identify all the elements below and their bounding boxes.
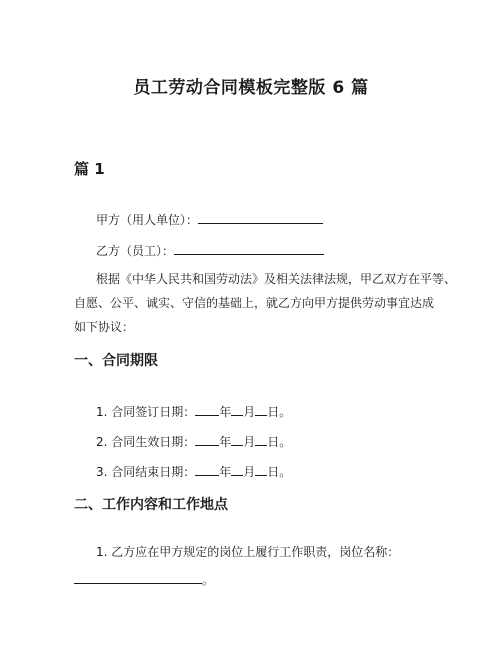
year-label: 年 — [219, 435, 232, 449]
month-blank — [231, 433, 243, 446]
month-label: 月 — [243, 435, 256, 449]
party-b-line — [96, 242, 324, 257]
party-b-blank — [174, 242, 324, 255]
day-label: 日。 — [267, 405, 292, 419]
heading-contract-term: 一、合同期限 — [74, 353, 158, 369]
term-item-label: 2. 合同生效日期： — [96, 435, 196, 449]
month-blank — [231, 463, 243, 476]
day-blank — [255, 463, 267, 476]
month-label: 月 — [243, 465, 256, 479]
party-b-label: 乙方（员工）： — [96, 244, 175, 258]
year-blank — [195, 433, 219, 446]
heading-work-content: 二、工作内容和工作地点 — [74, 497, 228, 513]
work-item-1-continuation — [74, 571, 214, 586]
intro-line-2: 自愿、公平、诚实、守信的基础上，就乙方向甲方提供劳动事宜达成 — [74, 296, 435, 310]
work-item-1-end: 。 — [202, 573, 215, 587]
day-label: 日。 — [267, 435, 292, 449]
party-a-blank — [198, 211, 323, 224]
year-blank — [195, 403, 219, 416]
month-label: 月 — [243, 405, 256, 419]
term-item — [96, 403, 291, 418]
term-item-label: 3. 合同结束日期： — [96, 465, 196, 479]
intro-line-1: 根据《中华人民共和国劳动法》及相关法律法规，甲乙双方在平等、 — [96, 272, 457, 286]
section-title: 篇 1 — [74, 160, 105, 178]
day-blank — [255, 403, 267, 416]
month-blank — [231, 403, 243, 416]
year-blank — [195, 463, 219, 476]
party-a-label: 甲方（用人单位）： — [96, 213, 199, 227]
term-item — [96, 433, 291, 448]
party-a-line — [96, 211, 323, 226]
document-title: 员工劳动合同模板完整版 6 篇 — [133, 78, 369, 98]
day-label: 日。 — [267, 465, 292, 479]
term-item — [96, 463, 291, 478]
position-blank — [74, 571, 202, 584]
year-label: 年 — [219, 465, 232, 479]
day-blank — [255, 433, 267, 446]
year-label: 年 — [219, 405, 232, 419]
term-item-label: 1. 合同签订日期： — [96, 405, 196, 419]
work-item-1: 1. 乙方应在甲方规定的岗位上履行工作职责，岗位名称： — [96, 545, 400, 559]
intro-line-3: 如下协议： — [74, 320, 135, 334]
